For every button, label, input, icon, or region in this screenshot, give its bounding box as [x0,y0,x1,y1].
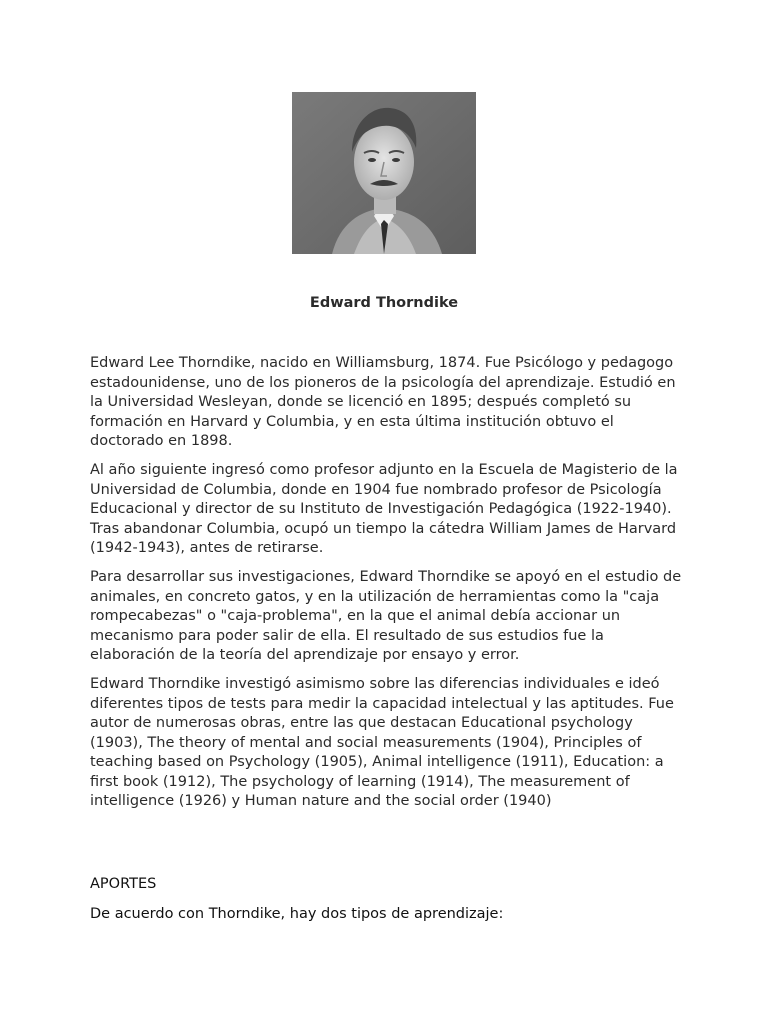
document-title: Edward Thorndike [309,295,459,311]
portrait-photo-illustration [292,92,476,254]
closing-line: De acuerdo con Thorndike, hay dos tipos de aprendizaje: [90,906,504,922]
paragraph-4: Edward Thorndike investigó asimismo sobre las diferencias individuales e ideó diferentes tipos de tests para medir la capacidad intelectual y las aptitudes. Fue autor de numerosas obras, entre las que destacan Educational psychology (1903), The theory of mental and social measurements (1904), Principles of teaching based on Psychology (1905), Animal intelligence (1911), Education: a first book (1912), The psychology of learning (1914), The measurement of intelligence (1926) y Human nature and the social order (1940) [90,676,674,809]
paragraph-3: Para desarrollar sus investigaciones, Edward Thorndike se apoyó en el estudio de animales, en concreto gatos, y en la utilización de herramientas como la "caja rompecabezas" o "caja-problema", en la que el animal debía accionar un mecanismo para poder salir de ella. El resultado de sus estudios fue la elaboración de la teoría del aprendizaje por ensayo y error. [90,569,682,663]
paragraph-1: Edward Lee Thorndike, nacido en Williamsburg, 1874. Fue Psicólogo y pedagogo estadounidense, uno de los pioneros de la psicología del aprendizaje. Estudió en la Universidad Wesleyan, donde se licenció en 1895; después completó su formación en Harvard y Columbia, y en esta última institución obtuvo el doctorado en 1898. [90,355,676,449]
document-body [90,354,690,821]
paragraph-2: Al año siguiente ingresó como profesor adjunto en la Escuela de Magisterio de la Universidad de Columbia, donde en 1904 fue nombrado profesor de Psicología Educacional y director de su Instituto de Investigación Pedagógica (1922-1940). Tras abandonar Columbia, ocupó un tiempo la cátedra William James de Harvard (1942-1943), antes de retirarse. [90,462,678,556]
portrait-photo [292,92,476,254]
section-heading-aportes: APORTES [90,876,157,892]
